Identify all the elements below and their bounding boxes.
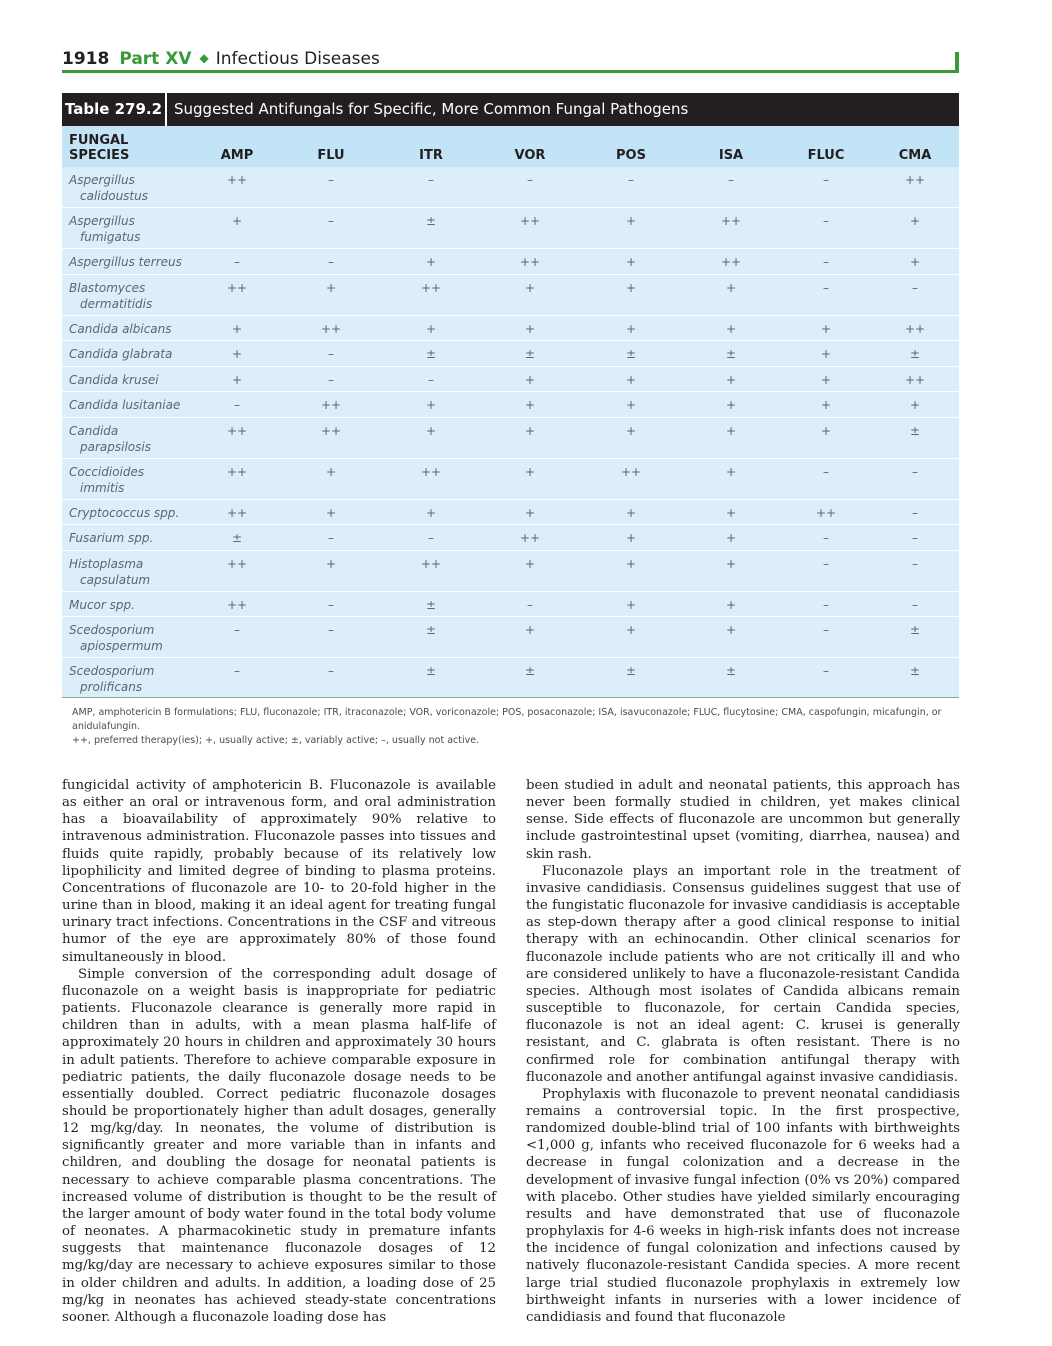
species-name (69, 372, 219, 388)
activity-cell-flu: – (328, 531, 334, 545)
activity-cell-flu: – (328, 347, 334, 361)
activity-cell-amp: + (231, 372, 243, 387)
activity-cell-itr: ++ (420, 464, 442, 479)
column-header-vor: VOR (514, 148, 546, 163)
activity-cell-cma: – (912, 531, 918, 545)
species-name (69, 397, 219, 413)
activity-cell-isa: + (725, 372, 737, 387)
activity-cell-vor: ++ (519, 214, 541, 228)
species-name-line2: apiospermum (80, 639, 163, 653)
activity-cell-vor: + (524, 398, 536, 412)
species-name-line1: Aspergillus (69, 173, 135, 187)
activity-cell-isa: ± (725, 347, 737, 361)
activity-cell-fluc: + (820, 398, 832, 412)
diamond-separator-icon: ◆ (199, 51, 209, 65)
activity-cell-fluc: + (820, 321, 832, 336)
activity-cell-fluc: + (820, 347, 832, 361)
species-name (69, 464, 219, 496)
table-row (62, 249, 959, 275)
table-row (62, 658, 959, 699)
activity-cell-pos: – (628, 173, 634, 187)
activity-cell-vor: ++ (519, 255, 541, 269)
species-name-line1: Aspergillus (69, 214, 135, 228)
table-body (62, 167, 959, 699)
activity-cell-flu: – (328, 173, 334, 187)
activity-cell-pos: + (625, 623, 637, 637)
activity-cell-fluc: – (823, 664, 829, 678)
table-row (62, 367, 959, 393)
table-header-row (62, 126, 959, 167)
body-paragraph: Prophylaxis with fluconazole to prevent neonatal candidiasis remains a controversial topic. In the first prospective, randomized double-blind trial of 100 infants with birthweights <1,000 g, infants who received fluconazole for 6 weeks had a decrease in fungal colonization and a decrease in the development of invasive fungal infection (0% vs 20%) compared with placebo. Other studies have yielded similarly encouraging results and have demonstrated that use of fluconazole prophylaxis for 4-6 weeks in high-risk infants does not increase the incidence of fungal colonization and infections caused by natively fluconazole-resistant Candida species. A more recent large trial studied fluconazole prophylaxis in extremely low birthweight infants in nurseries with a lower incidence of candidiasis and found that fluconazole (526, 1086, 960, 1325)
activity-cell-cma: + (909, 255, 921, 269)
activity-cell-vor: + (524, 321, 536, 336)
species-name-line2: dermatitidis (80, 296, 153, 311)
activity-cell-cma: – (912, 464, 918, 479)
table-row (62, 167, 959, 208)
species-name-line1: Mucor spp. (69, 597, 135, 612)
activity-cell-vor: – (527, 173, 533, 187)
species-name-line1: Coccidioides (69, 464, 145, 479)
species-name (69, 663, 219, 695)
footnote-legend: ++, preferred therapy(ies); +, usually active; ±, variably active; –, usually not active. (72, 735, 480, 746)
activity-cell-fluc: – (823, 255, 829, 269)
activity-cell-pos: + (625, 255, 637, 269)
species-name-line1: Candida (69, 423, 119, 438)
table-title-bar (62, 93, 959, 126)
activity-cell-amp: ++ (226, 173, 248, 187)
species-name-line1: Scedosporium (69, 623, 155, 637)
species-header-line1: FUNGAL (69, 133, 129, 148)
activity-cell-flu: + (325, 556, 337, 571)
activity-cell-itr: – (428, 372, 434, 387)
activity-cell-itr: ± (425, 597, 437, 612)
activity-cell-amp: ++ (226, 556, 248, 571)
activity-cell-flu: + (325, 464, 337, 479)
activity-cell-isa: + (725, 321, 737, 336)
activity-cell-amp: ± (231, 531, 243, 545)
activity-cell-pos: + (625, 321, 637, 336)
activity-cell-fluc: – (823, 173, 829, 187)
table-footnotes (72, 706, 962, 748)
activity-cell-isa: ± (725, 664, 737, 678)
activity-cell-isa: + (725, 623, 737, 637)
activity-cell-isa: + (725, 556, 737, 571)
column-header-isa: ISA (718, 148, 744, 163)
activity-cell-isa: + (725, 398, 737, 412)
activity-cell-cma: ++ (904, 321, 926, 336)
species-name-line2: parapsilosis (80, 439, 151, 454)
activity-cell-cma: – (912, 556, 918, 571)
species-name (69, 530, 219, 546)
activity-cell-fluc: – (823, 597, 829, 612)
species-name-line2: calidoustus (80, 189, 148, 203)
activity-cell-vor: + (524, 505, 536, 520)
body-column-right (526, 777, 960, 1326)
activity-cell-itr: – (428, 531, 434, 545)
activity-cell-pos: + (625, 423, 637, 438)
activity-cell-itr: ± (425, 347, 437, 361)
column-header-pos: POS (616, 148, 646, 163)
species-name-line2: immitis (80, 480, 125, 495)
activity-cell-amp: ++ (226, 464, 248, 479)
activity-cell-flu: ++ (320, 321, 342, 336)
activity-cell-amp: – (234, 255, 240, 269)
activity-cell-isa: ++ (720, 214, 742, 228)
activity-cell-pos: + (625, 505, 637, 520)
activity-cell-fluc: – (823, 556, 829, 571)
header-tick (955, 52, 959, 73)
column-header-amp: AMP (220, 148, 254, 163)
activity-cell-amp: ++ (226, 505, 248, 520)
activity-cell-fluc: – (823, 623, 829, 637)
activity-cell-amp: – (234, 623, 240, 637)
activity-cell-pos: ± (625, 347, 637, 361)
activity-cell-isa: + (725, 597, 737, 612)
table-row (62, 617, 959, 658)
part-label: Part XV (119, 49, 192, 69)
activity-cell-itr: ++ (420, 280, 442, 295)
activity-cell-amp: – (234, 398, 240, 412)
activity-cell-cma: – (912, 505, 918, 520)
column-header-itr: ITR (419, 148, 443, 163)
activity-cell-cma: – (912, 280, 918, 295)
activity-cell-itr: ± (425, 623, 437, 637)
activity-cell-cma: ± (909, 664, 921, 678)
activity-cell-itr: + (425, 398, 437, 412)
activity-cell-pos: ± (625, 664, 637, 678)
activity-cell-cma: ± (909, 347, 921, 361)
activity-cell-pos: + (625, 531, 637, 545)
activity-cell-isa: ++ (720, 255, 742, 269)
table-caption: Suggested Antifungals for Specific, More Common Fungal Pathogens (174, 100, 689, 118)
column-header-fluc: FLUC (807, 148, 845, 163)
activity-cell-itr: – (428, 173, 434, 187)
running-header (62, 46, 959, 72)
activity-cell-vor: + (524, 464, 536, 479)
activity-cell-pos: + (625, 214, 637, 228)
activity-cell-amp: + (231, 214, 243, 228)
activity-cell-vor: ++ (519, 531, 541, 545)
species-column-header (69, 133, 129, 163)
table-row (62, 418, 959, 459)
activity-cell-fluc: – (823, 214, 829, 228)
activity-cell-fluc: – (823, 531, 829, 545)
activity-cell-isa: + (725, 505, 737, 520)
species-name (69, 556, 219, 588)
activity-cell-amp: + (231, 347, 243, 361)
header-rule (62, 70, 959, 73)
activity-cell-vor: – (527, 597, 533, 612)
activity-cell-flu: – (328, 664, 334, 678)
activity-cell-fluc: – (823, 464, 829, 479)
activity-cell-cma: ++ (904, 372, 926, 387)
activity-cell-vor: + (524, 423, 536, 438)
species-name (69, 505, 219, 521)
body-column-left (62, 777, 496, 1326)
species-name-line1: Fusarium spp. (69, 531, 154, 545)
activity-cell-flu: – (328, 255, 334, 269)
activity-cell-flu: ++ (320, 398, 342, 412)
species-name-line2: fumigatus (80, 230, 141, 244)
species-name (69, 622, 219, 654)
body-paragraph: Fluconazole plays an important role in the treatment of invasive candidiasis. Consensus guidelines suggest that use of the fungistatic fluconazole for invasive candidiasis is acceptable as step-down therapy after a good clinical response to initial therapy with an echinocandin. Other clinical scenarios for fluconazole include patients who are not critically ill and who are considered unlikely to have a fluconazole-resistant Candida species. Although most isolates of Candida albicans remain susceptible to fluconazole, for certain Candida species, fluconazole is not an ideal agent: C. krusei is generally resistant, and C. glabrata is often resistant. There is no confirmed role for combination antifungal therapy with fluconazole and another antifungal against invasive candidiasis. (526, 863, 960, 1085)
activity-cell-fluc: + (820, 423, 832, 438)
table-row (62, 316, 959, 342)
body-paragraph: Simple conversion of the corresponding adult dosage of fluconazole on a weight basis is inappropriate for pediatric patients. Fluconazole clearance is generally more rapid in children than in adults, with a mean plasma half-life of approximately 20 hours in children and approximately 30 hours in adult patients. Therefore to achieve comparable exposure in pediatric patients, the daily fluconazole dosage needs to be essentially doubled. Correct pediatric fluconazole dosages should be proportionately higher than adult dosages, generally 12 mg/kg/day. In neonates, the volume of distribution is significantly greater and more variable than in infants and children, and doubling the dosage for neonatal patients is necessary to achieve comparable plasma concentrations. The increased volume of distribution is thought to be the result of the larger amount of body water found in the total body volume of neonates. A pharmacokinetic study in premature infants suggests that maintenance fluconazole dosages of 12 mg/kg/day are necessary to achieve exposures similar to those in older children and adults. In addition, a loading dose of 25 mg/kg in neonates has achieved steady-state concentrations sooner. Although a fluconazole loading dose has (62, 966, 496, 1325)
activity-cell-fluc: + (820, 372, 832, 387)
activity-cell-itr: + (425, 321, 437, 336)
activity-cell-pos: + (625, 280, 637, 295)
table-number: Table 279.2 (62, 93, 167, 126)
table-row (62, 525, 959, 551)
species-name-line1: Candida krusei (69, 372, 159, 387)
activity-cell-isa: – (728, 173, 734, 187)
species-name-line2: prolificans (80, 680, 143, 694)
table-row (62, 459, 959, 500)
activity-cell-amp: ++ (226, 280, 248, 295)
species-name-line1: Candida albicans (69, 321, 172, 336)
column-header-cma: CMA (898, 148, 932, 163)
activity-cell-cma: – (912, 597, 918, 612)
activity-cell-itr: + (425, 505, 437, 520)
table-row (62, 500, 959, 526)
activity-cell-flu: – (328, 214, 334, 228)
activity-cell-flu: – (328, 597, 334, 612)
activity-cell-vor: ± (524, 347, 536, 361)
table-row (62, 275, 959, 316)
activity-cell-isa: + (725, 464, 737, 479)
species-name-line1: Aspergillus terreus (69, 255, 182, 269)
activity-cell-vor: + (524, 280, 536, 295)
species-name (69, 280, 219, 312)
activity-cell-flu: ++ (320, 423, 342, 438)
species-name-line1: Candida glabrata (69, 347, 173, 361)
activity-cell-pos: + (625, 372, 637, 387)
activity-cell-flu: + (325, 505, 337, 520)
species-name (69, 321, 219, 337)
section-title: Infectious Diseases (215, 49, 380, 69)
table-row (62, 208, 959, 249)
species-name (69, 254, 219, 270)
activity-cell-itr: ++ (420, 556, 442, 571)
activity-cell-fluc: – (823, 280, 829, 295)
species-name (69, 213, 219, 245)
footnote-abbreviations: AMP, amphotericin B formulations; FLU, fluconazole; ITR, itraconazole; VOR, voriconazole; POS, posaconazole; ISA, isavuconazole; FLUC, flucytosine; CMA, caspofungin, micafungin, or anidulafungin. (72, 707, 942, 732)
species-name-line1: Candida lusitaniae (69, 398, 181, 412)
table-row (62, 551, 959, 592)
activity-cell-flu: – (328, 623, 334, 637)
activity-cell-itr: ± (425, 664, 437, 678)
species-header-line2: SPECIES (69, 148, 130, 163)
activity-cell-amp: ++ (226, 423, 248, 438)
page-number: 1918 (62, 49, 110, 69)
species-name (69, 597, 219, 613)
activity-cell-vor: ± (524, 664, 536, 678)
activity-cell-cma: ++ (904, 173, 926, 187)
body-paragraph: fungicidal activity of amphotericin B. Fluconazole is available as either an oral or intravenous form, and oral administration has a bioavailability of approximately 90% relative to intravenous administration. Fluconazole passes into tissues and fluids quite rapidly, probably because of its relatively low lipophilicity and limited degree of binding to plasma proteins. Concentrations of fluconazole are 10- to 20-fold higher in the urine than in blood, making it an ideal agent for treating fungal urinary tract infections. Concentrations in the CSF and vitreous humor of the eye are approximately 80% of those found simultaneously in blood. (62, 778, 496, 965)
activity-cell-itr: + (425, 423, 437, 438)
antifungal-table (62, 126, 959, 699)
activity-cell-flu: + (325, 280, 337, 295)
species-name (69, 172, 219, 204)
species-name (69, 346, 219, 362)
activity-cell-amp: + (231, 321, 243, 336)
species-name-line1: Scedosporium (69, 664, 155, 678)
activity-cell-amp: ++ (226, 597, 248, 612)
activity-cell-cma: ± (909, 423, 921, 438)
activity-cell-cma: ± (909, 623, 921, 637)
activity-cell-fluc: ++ (815, 505, 837, 520)
activity-cell-isa: + (725, 531, 737, 545)
activity-cell-flu: – (328, 372, 334, 387)
activity-cell-cma: + (909, 214, 921, 228)
species-name-line1: Cryptococcus spp. (69, 505, 180, 520)
activity-cell-pos: + (625, 556, 637, 571)
activity-cell-isa: + (725, 280, 737, 295)
table-bottom-rule (62, 697, 959, 698)
activity-cell-pos: + (625, 398, 637, 412)
species-name-line1: Blastomyces (69, 280, 146, 295)
species-name-line1: Histoplasma (69, 556, 144, 571)
activity-cell-cma: + (909, 398, 921, 412)
activity-cell-vor: + (524, 372, 536, 387)
table-row (62, 592, 959, 618)
activity-cell-itr: ± (425, 214, 437, 228)
table-row (62, 341, 959, 367)
activity-cell-itr: + (425, 255, 437, 269)
activity-cell-pos: ++ (620, 464, 642, 479)
table-row (62, 392, 959, 418)
activity-cell-isa: + (725, 423, 737, 438)
activity-cell-pos: + (625, 597, 637, 612)
species-name-line2: capsulatum (80, 572, 151, 587)
species-name (69, 423, 219, 455)
activity-cell-vor: + (524, 623, 536, 637)
activity-cell-amp: – (234, 664, 240, 678)
column-header-flu: FLU (317, 148, 345, 163)
activity-cell-vor: + (524, 556, 536, 571)
body-paragraph: been studied in adult and neonatal patients, this approach has never been formally studied in children, yet makes clinical sense. Side effects of fluconazole are uncommon but generally include gastrointestinal upset (vomiting, diarrhea, nausea) and skin rash. (526, 778, 960, 862)
